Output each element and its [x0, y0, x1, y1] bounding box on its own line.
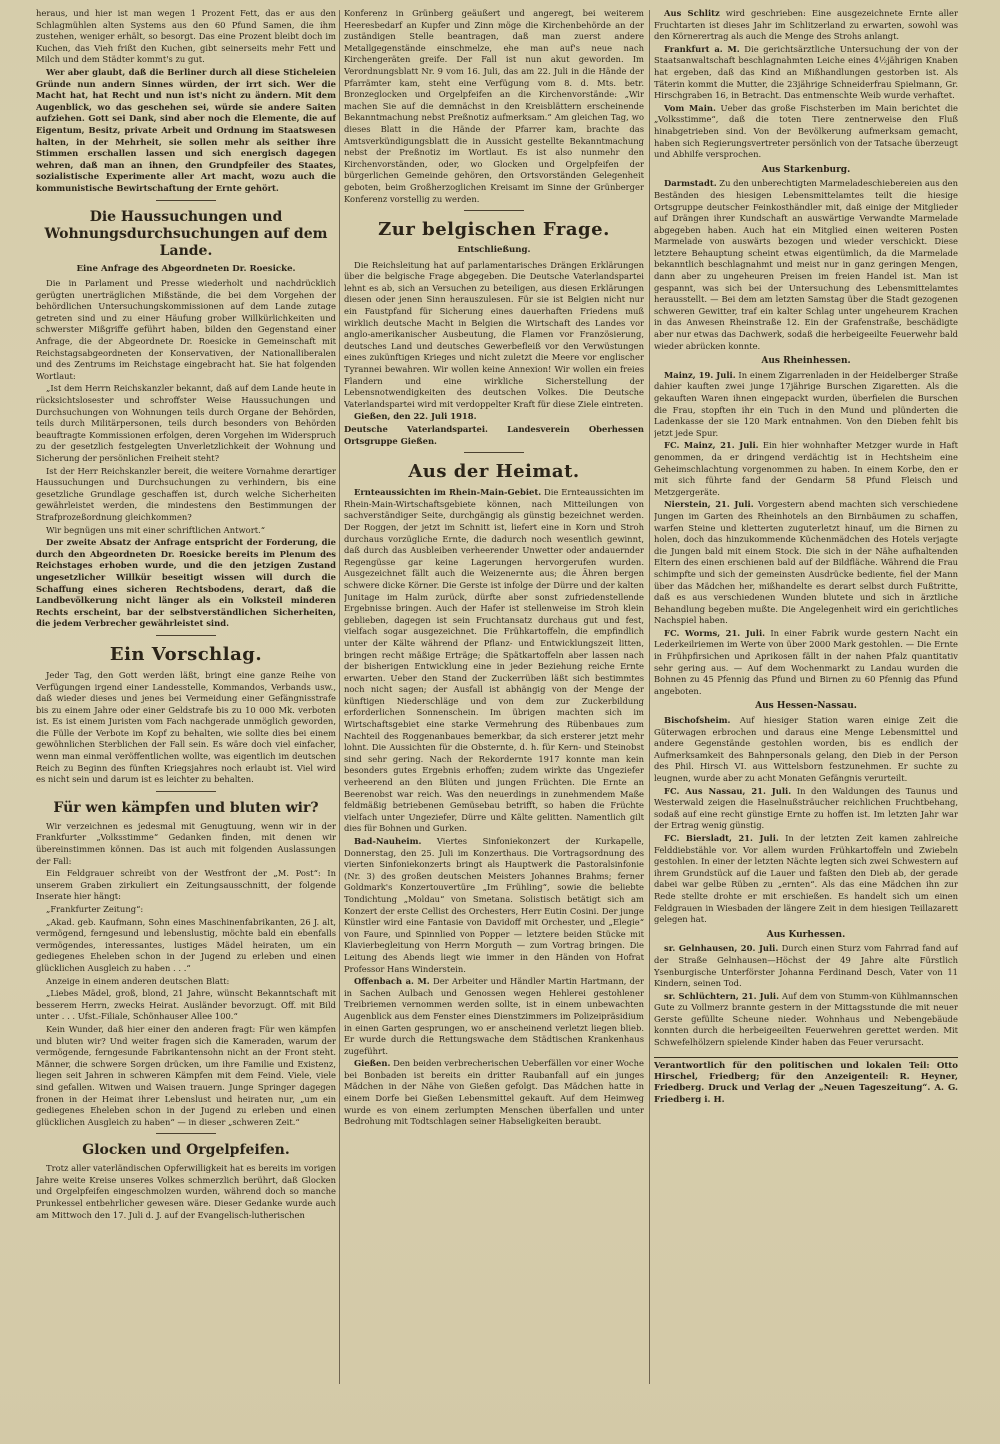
dateline: Gießen, den 22. Juli 1918. — [354, 411, 477, 422]
headline-vorschlag: Ein Vorschlag. — [109, 643, 263, 665]
item-text: wird geschrieben: Eine ausgezeichnete Ernte aller Fruchtarten ist dieses Jahr im Schlitzerland zu erwarten, sowohl was den Körnerertrag als auch die Menge des Strohs anlangt. — [654, 8, 958, 42]
subhead-anfrage: Eine Anfrage des Abgeordneten Dr. Roesicke. — [76, 263, 296, 274]
item-text: Die Ernteaussichten im Rhein-Main-Wirtschaftsgebiete können, nach Mitteilungen von sachverständiger Seite, durchgängig als günstig bezeichnet werden. Der Roggen, der jetzt im Schnitt ist, liefert eine in Korn und Stroh durchaus vorzügliche Ernte, die dadurch noch wesentlich gewinnt, daß durch das Ausbleiben verheerender Unwetter oder andauernder Regengüsse gar keine Lagerungen hervorgerufen wurden. Ausgezeichnet fällt auch die Weizenernte aus; die Ähren bergen schwere dicke Körner. Die Gerste ist infolge der Dürre und der kalten Junitage im Halm zurück, dürfte aber sonst zufriedenstellende Ergebnisse bringen. Auch der Hafer ist stellenweise im Stroh klein geblieben, dagegen ist sein Fruchtansatz durchaus gut und fest, vielfach sogar ausgezeichnet. Die Frühkartoffeln, die empfindlich unter der Kälte während der Pflanz- und Entwicklungszeit litten, bringen recht mäßige Erträge; die Spätkartoffeln aber lassen nach der bisherigen Entwicklung eine in jeder Beziehung reiche Ernte erwarten. Ueber den Stand der Zuckerrüben läßt sich bestimmtes noch nicht sagen; der Ausfall ist abhängig von der Menge der künftigen Niederschläge und von dem zur Zuckerbildung erforderlichen Sonnenschein. Im übrigen machten sich im Wirtschaftsgebiet eine starke Vermehrung des Rübenbaues zum Nachteil des Roggenanbaues bemerkbar, da sich ersterer jetzt mehr lohnt. Die Aussichten für die Obsternte, d. h. für Kern- und Steinobst sind sehr gering. Nach der Rekordernte 1917 konnte man kein besonders gutes Ergebnis erhoffen; zudem wirkte das Ungeziefer verheerend an den Blüten und jungen Früchten. Die Ernte an Beerenobst war reich. Was den neuerdings in zunehmendem Maße feldmäßig betriebenen Gemüsebau betrifft, so haben die Früchte vielfach unter Ungeziefer, Dürre und Kälte gelitten. Namentlich gilt dies für Bohnen und Gurken. — [344, 487, 644, 834]
headline-belgische-frage: Zur belgischen Frage. — [378, 219, 610, 241]
article-paragraph: Ein Feldgrauer schreibt von der Westfront der „M. Post“: In unserem Graben zirkuliert ein Zeitungsausschnitt, der folgende Inserate hier hängt: — [36, 868, 336, 902]
headline-glocken: Glocken und Orgelpfeifen. — [82, 1142, 290, 1159]
news-item — [344, 1058, 644, 1128]
column-2 — [344, 8, 644, 1434]
divider — [156, 200, 216, 201]
article-paragraph: „Ist dem Herrn Reichskanzler bekannt, daß auf dem Lande heute in rücksichtslosester und schroffster Weise Haussuchungen und Durchsuchungen von Wohnungen teils durch Organe der Behörden, teils durch Militärpersonen, teils durch besonders von Behörden beauftragte Kommissionen erfolgen, deren Vorgehen im Widerspruch zu der gesetzlich festgelegten Unverletzlichkeit der Wohnung und Sicherung der persönlichen Freiheit steht? — [36, 383, 336, 463]
article-paragraph: Anzeige in einem anderen deutschen Blatt: — [46, 975, 230, 986]
item-lead: Nierstein, 21. Juli. — [664, 499, 754, 510]
item-lead: Bischofsheim. — [664, 715, 731, 726]
item-lead: Darmstadt. — [664, 178, 717, 189]
news-item — [654, 499, 958, 627]
article-paragraph: Wir verzeichnen es jedesmal mit Genugtuung, wenn wir in der Frankfurter „Volksstimme“ Gedanken finden, mit denen wir übereinstimmen können. Das ist auch mit folgenden Auslassungen der Fall: — [36, 820, 336, 866]
article-paragraph: „Liebes Mädel, groß, blond, 21 Jahre, wünscht Bekanntschaft mit besserem Herrn, zwecks Heirat. Ausländer bevorzugt. Off. mit Bild unter . . . Ufst.-Filiale, Schönhauser Allee 100.“ — [36, 988, 336, 1022]
news-item — [654, 786, 958, 832]
article-paragraph: Jeder Tag, den Gott werden läßt, bringt eine ganze Reihe von Verfügungen irgend einer Landesstelle, Kommandos, Verbands usw., daß wieder dieses und jenes bei Vermeidung einer Gefängnisstrafe bis zu einem Jahre oder einer Geldstrafe bis zu 10 000 Mk. verboten ist. Es ist einem Juristen vom Fach nachgerade unmöglich geworden, die Fülle der Verbote im Kopf zu behalten, wie sollte dies bei einem gewöhnlichen Sterblichen der Fall sein. Es wäre doch viel einfacher, wenn man einmal veröffentlichen wollte, was eigentlich im deutschen Reich zu Beginn des fünften Kriegsjahres noch erlaubt ist. Viel wird es nicht sein und darum ist es leichter zu behalten. — [36, 669, 336, 785]
news-item — [344, 487, 644, 835]
news-item — [344, 976, 644, 1057]
item-text: Auf hiesiger Station waren einige Zeit die Güterwagen erbrochen und daraus eine Menge Lebensmittel und andere Gegenstände gestohlen worden, bis es endlich der Aufmerksamkeit des Bahnpersonals gelang, den Dieb in der Person des Phil. Hirsch VI. aus Wittelsborn festzunehmen. Er suchte zu leugnen, wurde aber zu acht Monaten Gefängnis verurteilt. — [654, 715, 958, 783]
news-item — [654, 991, 958, 1049]
news-item — [654, 715, 958, 785]
section-title-hessen-nassau: Aus Hessen-Nassau. — [755, 701, 857, 712]
item-lead: sr. Schlüchtern, 21. Juli. — [664, 990, 780, 1001]
article-paragraph: „Akad. geb. Kaufmann, Sohn eines Maschinenfabrikanten, 26 J. alt, vermögend, ferngesund und lebenslustig, möchte bald ein ebenfalls vermögendes, interessantes, lustiges Mädel heiraten, um ein gediegenes Eheleben schon in der Jugend zu erleben und einen glücklichen Ausgleich zu haben . . .“ — [36, 916, 336, 973]
footer-rule — [654, 1057, 958, 1058]
article-paragraph: Kein Wunder, daß hier einer den anderen fragt: Für wen kämpfen und bluten wir? Und weiter fragen sich die Kameraden, warum der vermögende, ferngesunde Fabrikantensohn nicht an der Front steht. Männer, die schwere Sorgen drücken, um ihre Familie und Existenz, liegen seit Jahren in schweren Kämpfen mit dem Feind. Viele, viele sind gefallen. Witwen und Waisen trauern. Junge Springer dagegen fronen in der Heimat ihrer Lebenslust und heiraten nur, „um ein gediegenes Eheleben schon in der Jugend zu erleben und einen glücklichen Ausgleich zu haben“ — in dieser „schweren Zeit.“ — [36, 1023, 336, 1127]
item-text: In den Waldungen des Taunus und Westerwald zeigen die Haselnußsträucher reichlichen Fruchtbehang, sodaß auf eine recht günstige Ernte zu hoffen ist. Im letzten Jahr war der Ertrag wenig günstig. — [654, 785, 958, 831]
column-1 — [36, 8, 336, 1434]
item-lead: sr. Gelnhausen, 20. Juli. — [664, 943, 779, 954]
news-item — [654, 833, 958, 926]
news-item — [654, 943, 958, 989]
news-item — [654, 628, 958, 698]
item-lead: Ernteaussichten im Rhein-Main-Gebiet. — [354, 487, 542, 498]
column-rule-right — [649, 10, 650, 1384]
column-3 — [654, 8, 958, 1434]
headline-fuer-wen: Für wen kämpfen und bluten wir? — [53, 799, 319, 816]
news-item — [654, 44, 958, 102]
news-item — [654, 440, 958, 498]
article-paragraph: Der zweite Absatz der Anfrage entspricht der Forderung, die durch den Abgeordneten Dr. Roesicke bereits im Plenum des Reichstages erhoben wurde, und die den jetzigen Zustand ungesetzlicher Willkür beseitigt wissen will durch die Schaffung eines sicheren Rechtsbodens, derart, daß die Landbevölkerung nicht länger als ein Volksteil minderen Rechts erscheint, bar der selbstverständlichen Sicherheiten, die jedem Verbrecher gewährleistet sind. — [36, 537, 336, 629]
item-lead: FC. Mainz, 21. Juli. — [664, 440, 759, 451]
section-title-rheinhessen: Aus Rheinhessen. — [761, 356, 851, 367]
article-paragraph: „Frankfurter Zeitung“: — [46, 904, 144, 914]
divider — [464, 452, 524, 453]
divider — [156, 791, 216, 792]
news-item — [654, 178, 958, 352]
article-paragraph: Trotz aller vaterländischen Opferwilligkeit hat es bereits im vorigen Jahre weite Kreise unseres Volkes schmerzlich berührt, daß Glocken und Orgelpfeifen eingeschmolzen wurden, während doch so manche Prunkessel entbehrlicher gewesen wäre. Dieser Gedanke wurde auch am Mittwoch den 17. Juli d. J. auf der Evangelisch-lutherischen — [36, 1163, 336, 1220]
item-text: Zu den unberechtigten Marmeladeschiebereien aus den Beständen des hiesigen Lebensmittelamtes teilt die hiesige Ortsgruppe deutscher Feinkosthändler mit, daß einige der Mitglieder auf Drängen ihrer Kundschaft an auswärtige Verwandte Marmelade abgegeben haben. Auch hat ein Mitglied einen weiteren Posten Marmelade von auswärts bezogen und wieder verschickt. Diese letztere Behauptung scheint etwas eigentümlich, da die Marmelade bekanntlich beschlagnahmt und meist nur in ganz geringen Mengen, dann aber zu ungeheuren Preisen im freien Handel ist. Man ist gespannt, was sich bei der Untersuchung des Lebensmittelamtes herausstellt. — Bei dem am letzten Samstag über die Stadt gezogenen schweren Gewitter, traf ein kalter Schlag unter ungeheurem Krachen in das Anwesen Rheinstraße 12. Ein der Grafenstraße, beschädigte aber nur etwas das Dachwerk, sodaß die herbeigeeilte Feuerwehr bald wieder abrücken konnte. — [654, 178, 958, 351]
item-lead: FC. Biersladt, 21. Juli. — [664, 832, 779, 843]
article-paragraph: Ist der Herr Reichskanzler bereit, die weitere Vornahme derartiger Haussuchungen und Durchsuchungen zu verhindern, bis eine gesetzliche Grundlage geschaffen ist, durch welche Sicherheiten gewährleistet werden, die mindestens den Bestimmungen der Strafprozeßordnung gleichkommen? — [36, 465, 336, 522]
subhead-entschliessung: Entschließung. — [457, 245, 531, 256]
item-text: Durch einen Sturz vom Fahrrad fand auf der Straße Gelnhausen—Höchst der 49 Jahre alte Fürstlich Ysenburgische Unterförster Johanna Ferdinand Desch, Vater von 11 Kindern, seinen Tod. — [654, 943, 958, 989]
item-text: Die gerichtsärztliche Untersuchung der von der Staatsanwaltschaft beschlagnahmten Leiche eines 4½jährigen Knaben hat ergeben, daß das Kind an Mißhandlungen gestorben ist. Als Täterin kommt die Mutter, die 23jährige Schneiderfrau Spielmann, Gr. Hirschgraben 16, in Betracht. Das entmenschte Weib wurde verhaftet. — [654, 43, 958, 101]
article-paragraph: Die Reichsleitung hat auf parlamentarisches Drängen Erklärungen über die belgische Frage abgegeben. Die Deutsche Vaterlandspartei lehnt es ab, sich an Versuchen zu beteiligen, aus diesen Erklärungen diesen oder jenen Sinn herauszulesen. Für sie ist Belgien nicht nur ein Faustpfand für Sicherung eines dauerhaften Friedens muß wirklich deutsche Macht in Belgien die Wirtschaft des Landes vor anglo-amerikanischer Ausbeutung, die Flamen vor Französierung, deutsches Land und deutsches Gewerbefleiß vor den Verwüstungen eines zukünftigen Krieges und nicht zuletzt die Meere vor englischer Tyrannei bewahren. Wir wollen keine Annexion! Wir wollen ein freies Flandern und eine wirkliche Sicherstellung der Lebensnotwendigkeiten des deutschen Volkes. Die Deutsche Vaterlandspartei wird mit verdoppelter Kraft für diese Ziele eintreten. — [344, 259, 644, 409]
article-paragraph: Wir begnügen uns mit einer schriftlichen Antwort.“ — [46, 524, 266, 535]
item-text: In einem Zigarrenladen in der Heidelberger Straße dahier kauften zwei junge 17jährige Burschen Zigaretten. Als die gekauften Waren ihnen eingepackt wurden, überfielen die Burschen die Frau, stopften ihr ein Tuch in den Mund und plünderten die Ladenkasse der sie 120 Mark entnahmen. Von den Dieben fehlt bis jetzt jede Spur. — [654, 369, 958, 438]
divider — [464, 210, 524, 211]
section-title-starkenburg: Aus Starkenburg. — [761, 164, 851, 175]
continuation-paragraph: Konferenz in Grünberg geäußert und angeregt, bei weiterem Heeresbedarf an Kupfer und Zinn möge die Kirchenbehörde an der zuständigen Stelle beantragen, daß man zuerst andere Metallgegenstände einschmelze, ehe man auf's neue nach Kirchengeräten greife. Der Fall ist nun akut geworden. Im Verordnungsblatt Nr. 9 vom 16. Juli, das am 22. Juli in die Hände der Pfarrämter kam, steht eine Verfügung vom 8. d. Mts. betr. Bronzeglocken und Orgelpfeifen an die Kirchenvorstände: „Wir machen Sie auf die demnächst in den Kreisblättern erscheinende Bekanntmachung nebst Preßnotiz aufmerksam.“ Am gleichen Tag, wo dieses Blatt in die Hände der Pfarrer kam, brachte das Amtsverkündigungsblatt die in Aussicht gestellte Bekanntmachung nebst der Preßnotiz im Wortlaut. Es ist also nunmehr den Kirchenvorständen, oder, wo Glocken und Orgelpfeifen der bürgerlichen Gemeinde gehören, den Ortsvorständen Gelegenheit geboten, beim Großherzoglichen Kreisamt im Sinne der Grünberger Konferenz vorstellig zu werden. — [344, 8, 644, 204]
item-lead: FC. Aus Nassau, 21. Juli. — [664, 785, 792, 796]
item-text: Ein hier wohnhafter Metzger wurde in Haft genommen, da er dringend verdächtig ist in Hechtsheim eine Geheimschlachtung vorgenommen zu haben. In einem Korbe, den er mit sich führte fand der Gendarm 58 Pfund Fleisch und Metzgergeräte. — [654, 440, 958, 497]
news-item — [654, 8, 958, 43]
item-lead: Aus Schlitz — [664, 8, 720, 18]
headline-haussuchungen: Die Haussuchungen und Wohnungsdurchsuchungen auf dem Lande. — [44, 208, 328, 259]
signature: Deutsche Vaterlandspartei. Landesverein Oberhessen Ortsgruppe Gießen. — [344, 424, 644, 446]
item-text: Der Arbeiter und Händler Martin Hartmann, der in Sachen Aulbach und Genossen wegen Hehlerei gestohlener Treibriemen vernommen werden sollte, ist in einem unbewachten Augenblick aus dem Fenster eines Dienstzimmers im Polizeipräsidium in einen Garten gesprungen, wo er anscheinend verletzt liegen blieb. Er wurde durch die Rettungswache dem Städtischen Krankenhaus zugeführt. — [344, 976, 644, 1056]
news-item — [654, 370, 958, 440]
intro-paragraph: Wer aber glaubt, daß die Berliner durch all diese Sticheleien Gründe nun andern Sinnes würden, der irrt sich. Wer die Macht hat, hat Recht und nun ist's nicht zu ändern. Mit dem Augenblick, wo das geschehen sei, würde sie andere Saiten aufziehen. Gott sei Dank, sind aber noch die Elemente, die auf Eigentum, Besitz, private Arbeit und Ordnung im Staatswesen halten, in der Mehrheit, sie sollen mehr als seither ihre Stimmen erschallen lassen und sich energisch dagegen wehren, daß man an ihnen, den Grundpfeiler des Staates, sozialistische Experimente aller Art macht, wozu auch die kommunistische Bewirtschaftung der Ernte gehört. — [36, 66, 336, 193]
item-lead: Bad-Nauheim. — [354, 836, 422, 846]
headline-aus-der-heimat: Aus der Heimat. — [408, 461, 580, 483]
item-text: Den beiden verbrecherischen Ueberfällen vor einer Woche bei Bonbaden ist bereits ein dritter Raubanfall auf ein junges Mädchen in der Nähe von Gießen gefolgt. Das Mädchen hatte in einem Dorfe bei Gießen Lebensmittel gekauft. Auf dem Heimweg wurde es von einem zerlumpten Menschen überfallen und unter Bedrohung mit Todtschlagen seiner Habseligkeiten beraubt. — [344, 1058, 644, 1127]
article-paragraph: Die in Parlament und Presse wiederholt und nachdrücklich gerügten unerträglichen Mißstände, die bei dem Vorgehen der behördlichen Untersuchungskommissionen auf dem Lande zutage getreten sind und zu einer Häufung grober Willkürlichkeiten und schwerster Mißgriffe geführt haben, bilden den Gegenstand einer Anfrage, die der Abgeordnete Dr. Roesicke in Gemeinschaft mit Reichstagsabgeordneten der Konservativen, der Nationalliberalen und des Zentrums im Reichstage eingebracht hat. Sie hat folgenden Wortlaut: — [36, 278, 336, 381]
divider — [156, 635, 216, 636]
item-text: In der letzten Zeit kamen zahlreiche Felddiebstähle vor. Vor allem wurden Frühkartoffeln und Zwiebeln gestohlen. In einer der letzten Nächte legten sich zwei Schwestern auf ihrem Grundstück auf die Lauer und faßten den Dieb ab, der gerade dabei war gelbe Rüben zu „ernten“. Als das eine Mädchen ihn zur Rede stellte drohte er mit erschießen. Es handelt sich um einen Feldgrauen in Wiesbaden der längere Zeit in dem hiesigen Teillazarett gelegen hat. — [654, 832, 958, 925]
divider — [156, 1133, 216, 1134]
item-text: In einer Fabrik wurde gestern Nacht ein Lederkeilriemen im Werte von über 2000 Mark gestohlen. — Die Ernte in Frühpfirsichen und Aprikosen fällt in der nahen Pfalz quantitativ sehr gering aus. — Auf dem Wochenmarkt zu Landau wurden die Bohnen zu 45 Pfennig das Pfund und Birnen zu 60 Pfennig das Pfund angeboten. — [654, 627, 958, 696]
item-lead: Frankfurt a. M. — [664, 43, 740, 54]
item-lead: Offenbach a. M. — [354, 976, 430, 987]
news-item — [344, 836, 644, 975]
column-rule-left — [339, 10, 340, 1384]
section-title-kurhessen: Aus Kurhessen. — [766, 929, 846, 940]
item-lead: Gießen. — [354, 1058, 391, 1069]
item-lead: Vom Main. — [664, 102, 716, 113]
item-text: Ueber das große Fischsterben im Main berichtet die „Volksstimme“, daß die toten Tiere zentnerweise den Fluß hinabgetrieben sind. Von der Bevölkerung aufmerksam gemacht, haben sich Regierungsvertreter persönlich von der Tatsache überzeugt und Abhilfe versprochen. — [654, 102, 958, 160]
item-lead: FC. Worms, 21. Juli. — [664, 627, 766, 638]
imprint-footer: Verantwortlich für den politischen und lokalen Teil: Otto Hirschel, Friedberg; für den Anzeigenteil: R. Heyner, Friedberg. Druck und Verlag der „Neuen Tageszeitung“. A. G. Friedberg i. H. — [654, 1060, 958, 1105]
item-text: Auf dem von Stumm-von Kühlmannschen Gute zu Vollmerz brannte gestern in der Mittagsstunde die mit neuer Gerste gefüllte Scheune nieder. Wohnhaus und Nebengebäude konnten durch die herbeigeeilten Feuerwehren gerettet werden. Mit Schwefelhölzern spielende Kinder haben das Feuer verursacht. — [654, 990, 958, 1048]
intro-paragraph: heraus, und hier ist man wegen 1 Prozent Fett, das er aus den Schlagmühlen alten Systems aus den 60 Pfund Samen, die ihm zustehen, weniger erhält, so besorgt. Das eine Prozent bleibt doch im Kuchen, das Vieh frißt den Kuchen, gibt seinerseits mehr Fett und Milch und dem Städter kommt's zu gut. — [36, 8, 336, 65]
item-text: Vorgestern abend machten sich verschiedene Jungen im Garten des Rheinhotels an den Birnbäumen zu schaffen, warfen Steine und kletterten zuguterletzt hinauf, um die Birnen zu holen, doch das hinzukommende Küchenmädchen des Hotels verjagte die Jungen bald mit einem Stock. Die sich in der Nähe aufhaltenden Eltern des einen erschienen bald auf der Bildfläche. Während die Frau schimpfte und sich der gemeinsten Ausdrücke bediente, fiel der Mann über das Mädchen her, mißhandelte es derart selbst durch Fußtritte, daß es aus verschiedenen Wunden blutete und sich in ärztliche Behandlung begeben mußte. Die Angelegenheit wird ein gerichtliches Nachspiel haben. — [654, 499, 958, 626]
item-lead: Mainz, 19. Juli. — [664, 369, 736, 380]
news-item — [654, 103, 958, 161]
item-text: Viertes Sinfoniekonzert der Kurkapelle, Donnerstag, den 25. Juli im Konzerthaus. Die Vortragsordnung des vierten Sinfoniekonzerts bringt als Hauptwerk die Pastoralsinfonie (Nr. 3) des großen deutschen Meisters Johannes Brahms; ferner Goldmark's Konzertouvertüre „Im Frühling“, sowie die beliebte Tondichtung „Moldau“ von Smetana. Solistisch betätigt sich am Konzert der erste Cellist des Orchesters, Herr Eutin Cosini. Der junge Künstler wird eine Fantasie von Davidoff mit Orchester, und „Elegie“ von Faure, und Spinnlied von Popper — letztere beiden Stücke mit Klavierbegleitung von Herrn Morguth — zum Vortrag bringen. Die Leitung des Abends liegt wie immer in den Händen von Hofrat Professor Hans Winderstein. — [344, 836, 644, 974]
